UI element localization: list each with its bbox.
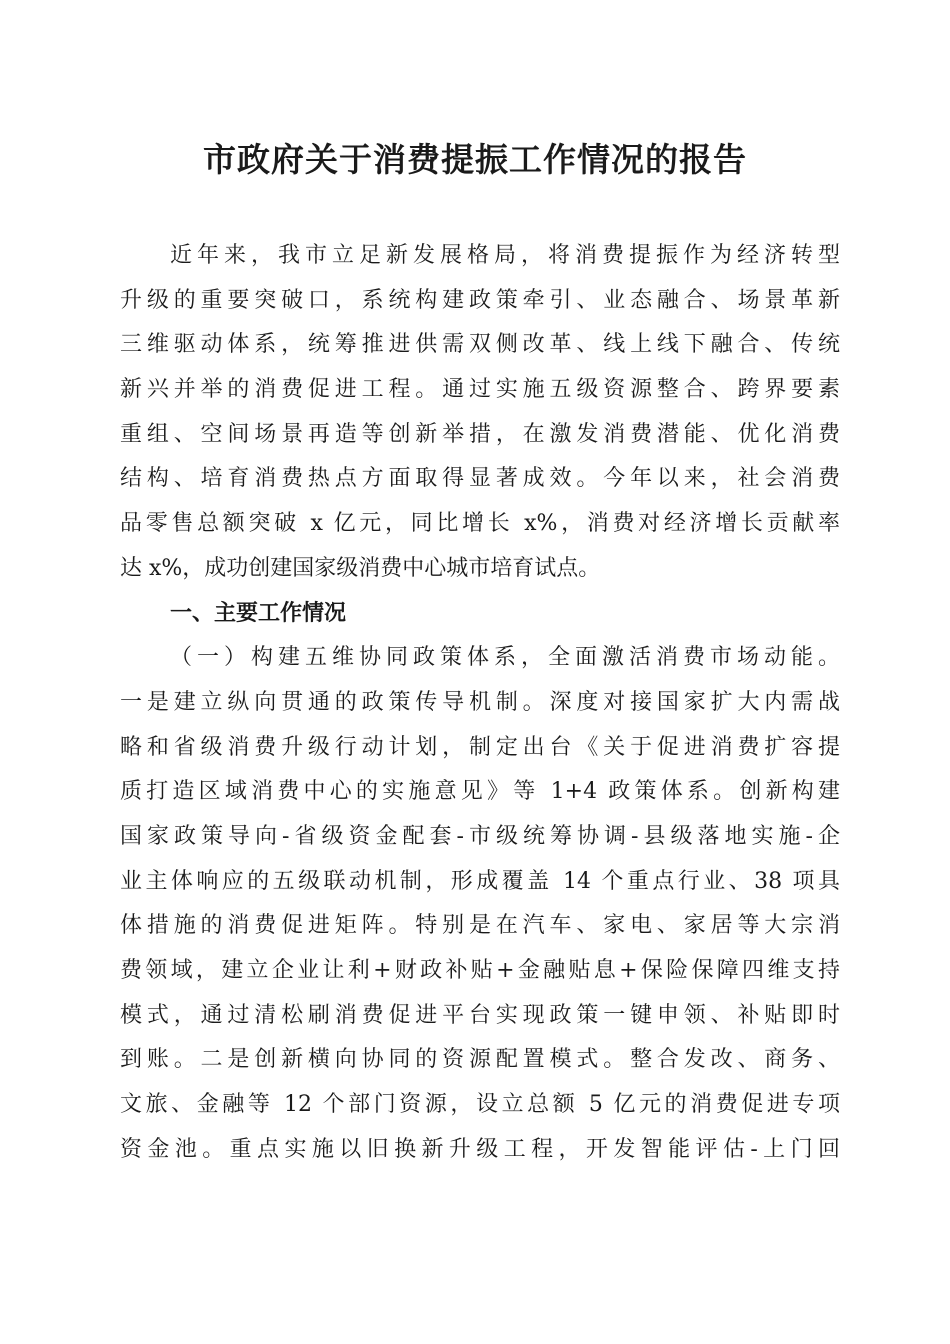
paragraph-line: 结构、培育消费热点方面取得显著成效。今年以来，社会消费 bbox=[120, 466, 840, 492]
paragraph-line: 升级的重要突破口，系统构建政策牵引、业态融合、场景革新 bbox=[120, 287, 840, 313]
paragraph-line: 国家政策导向-省级资金配套-市级统筹协调-县级落地实施-企 bbox=[120, 823, 840, 849]
document-body bbox=[120, 234, 840, 1172]
section-heading: 一、主要工作情况 bbox=[170, 600, 347, 626]
paragraph-line: 一是建立纵向贯通的政策传导机制。深度对接国家扩大内需战 bbox=[120, 689, 840, 715]
paragraph-line: 到账。二是创新横向协同的资源配置模式。整合发改、商务、 bbox=[120, 1047, 840, 1073]
paragraph-line: 文旅、金融等 12 个部门资源，设立总额 5 亿元的消费促进专项 bbox=[120, 1092, 840, 1118]
paragraph-line: 费领域，建立企业让利+财政补贴+金融贴息+保险保障四维支持 bbox=[120, 958, 840, 983]
paragraph-line: 业主体响应的五级联动机制，形成覆盖 14 个重点行业、38 项具 bbox=[120, 868, 840, 894]
subsection-heading: （一）构建五维协同政策体系，全面激活消费市场动能。 bbox=[170, 645, 840, 671]
document-title: 市政府关于消费提振工作情况的报告 bbox=[203, 140, 747, 179]
paragraph-line: 近年来，我市立足新发展格局，将消费提振作为经济转型 bbox=[170, 243, 840, 268]
paragraph-line: 达 x%，成功创建国家级消费中心城市培育试点。 bbox=[120, 555, 601, 581]
paragraph-line: 重组、空间场景再造等创新举措，在激发消费潜能、优化消费 bbox=[120, 421, 840, 447]
paragraph-line: 略和省级消费升级行动计划，制定出台《关于促进消费扩容提 bbox=[120, 734, 840, 760]
paragraph-line: 品零售总额突破 x 亿元，同比增长 x%，消费对经济增长贡献率 bbox=[120, 511, 840, 537]
paragraph-line: 三维驱动体系，统筹推进供需双侧改革、线上线下融合、传统 bbox=[120, 332, 840, 358]
paragraph-line: 资金池。重点实施以旧换新升级工程，开发智能评估-上门回 bbox=[120, 1136, 840, 1162]
paragraph-line: 质打造区域消费中心的实施意见》等 1+4 政策体系。创新构建 bbox=[120, 779, 840, 805]
paragraph-line: 新兴并举的消费促进工程。通过实施五级资源整合、跨界要素 bbox=[120, 377, 840, 403]
paragraph-line: 模式，通过清松刷消费促进平台实现政策一键申领、补贴即时 bbox=[120, 1002, 840, 1028]
paragraph-line: 体措施的消费促进矩阵。特别是在汽车、家电、家居等大宗消 bbox=[120, 913, 840, 939]
